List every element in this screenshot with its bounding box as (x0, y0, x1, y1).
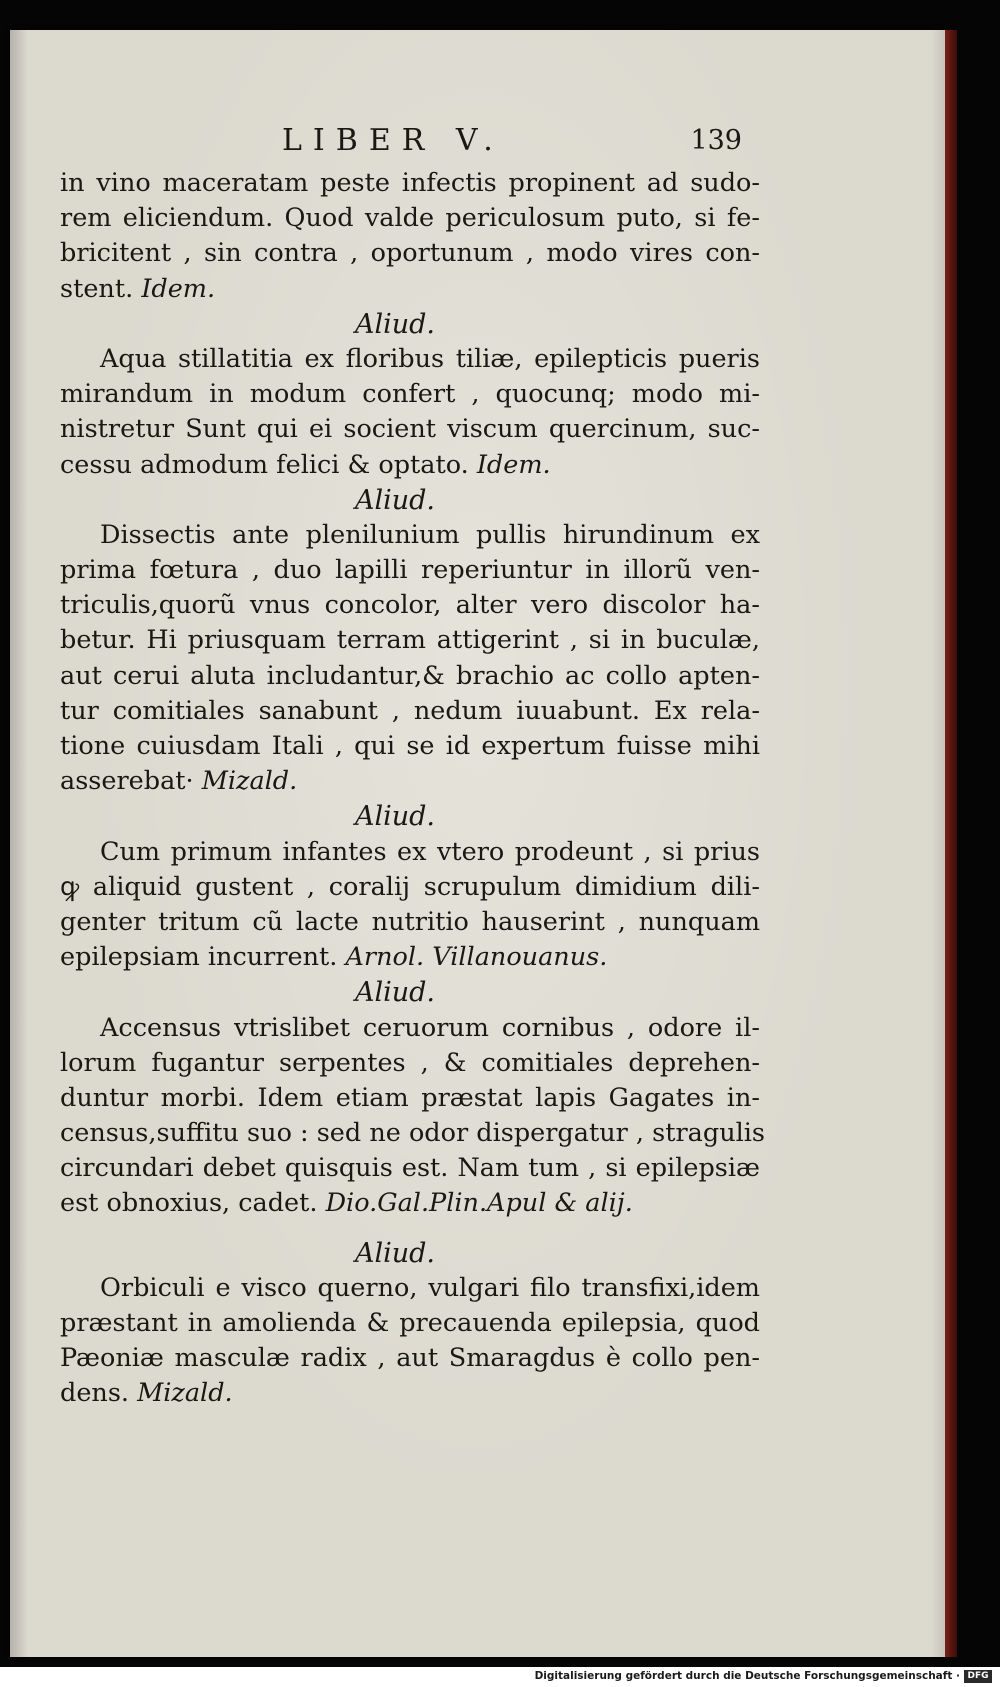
source-citation: Mizald. (201, 766, 298, 797)
text-line-last (60, 940, 760, 975)
text-line: tione cuiusdam Itali , qui se id expertum fuisse mihi (60, 731, 760, 761)
text-line: cessu admodum felici & optato. (60, 449, 469, 480)
text-line: asserebat· (60, 766, 194, 797)
text-line: Accensus vtrislibet ceruorum cornibus , odore il- (100, 1012, 760, 1043)
text-line: præstant in amolienda & precauenda epilepsia, quod (60, 1308, 760, 1338)
section-heading: Aliud. (354, 977, 436, 1009)
text-line: ꝙ aliquid gustent , coralij scrupulum dimidium dili- (60, 871, 760, 902)
text-line: est obnoxius, cadet. (60, 1188, 318, 1219)
text-line: stent. (60, 273, 134, 304)
section-heading: Aliud. (354, 484, 436, 516)
source-citation: Idem. (476, 449, 551, 480)
text-line: tur comitiales sanabunt , nedum iuuabunt. Ex rela- (60, 695, 760, 726)
source-citation: Arnol. Villanouanus. (345, 942, 608, 973)
text-line: genter tritum cũ lacte nutritio hauserint , nunquam (60, 906, 760, 937)
paragraph (60, 1271, 760, 1412)
section-heading: Aliud. (354, 308, 436, 340)
source-citation: Dio.Gal.Plin.Apul & alij. (325, 1188, 633, 1219)
dfg-logo: DFG (964, 1670, 992, 1683)
text-line: dens. (60, 1378, 130, 1409)
section-heading: Aliud. (354, 1237, 436, 1269)
running-head (282, 123, 742, 163)
digitization-footer (0, 1667, 1000, 1687)
text-line-last (60, 1186, 760, 1221)
paragraph (60, 518, 760, 800)
running-title: LIBER V. (282, 123, 504, 158)
text-line-last (60, 1376, 760, 1411)
text-line: mirandum in modum confert , quocunq; modo mi- (60, 379, 760, 410)
text-line: rem eliciendum. Quod valde periculosum puto, si fe- (60, 203, 760, 234)
text-line: census,suffitu suo : sed ne odor dispergatur , stragulis (60, 1118, 766, 1149)
text-line: circundari debet quisquis est. Nam tum , si epilepsiæ (60, 1153, 760, 1184)
text-line: bricitent , sin contra , oportunum , modo vires con- (60, 238, 760, 269)
section-heading: Aliud. (354, 801, 436, 833)
text-line: Dissectis ante plenilunium pullis hirundinum ex (100, 519, 760, 550)
page-number: 139 (690, 125, 742, 156)
text-line: Cum primum infantes ex vtero prodeunt , si prius (100, 836, 760, 867)
text-line: Pæoniæ masculæ radix , aut Smaragdus è collo pen- (60, 1343, 760, 1374)
text-block (60, 166, 766, 1412)
text-line: aut cerui aluta includantur,& brachio ac collo apten- (60, 660, 760, 691)
text-line-last (60, 272, 760, 307)
paragraph (60, 835, 760, 976)
text-line: epilepsiam incurrent. (60, 942, 338, 973)
text-line: duntur morbi. Idem etiam præstat lapis Gagates in- (60, 1082, 760, 1113)
source-citation: Mizald. (137, 1378, 233, 1409)
text-line: in vino maceratam peste infectis propinent ad sudo- (60, 168, 760, 198)
text-line-last (60, 764, 760, 799)
paragraph (60, 166, 760, 307)
text-line: betur. Hi priusquam terram attigerint , si in buculæ, (60, 625, 760, 656)
text-line: triculis,quorũ vnus concolor, alter vero discolor ha- (60, 590, 760, 621)
text-line: prima fœtura , duo lapilli reperiuntur in illorũ ven- (60, 555, 760, 586)
book-edge (945, 30, 957, 1657)
text-line-last (60, 448, 760, 483)
text-line: Orbiculi e visco querno, vulgari filo transfixi,idem (100, 1272, 760, 1303)
text-line: lorum fugantur serpentes , & comitiales deprehen- (60, 1047, 760, 1078)
source-citation: Idem. (141, 273, 216, 304)
paragraph (60, 1011, 766, 1222)
paragraph (60, 342, 760, 483)
text-line: nistretur Sunt qui ei socient viscum quercinum, suc- (60, 414, 760, 445)
footer-credit: Digitalisierung gefördert durch die Deutsche Forschungsgemeinschaft · (534, 1670, 960, 1682)
text-line: Aqua stillatitia ex floribus tiliæ, epilepticis pueris (100, 343, 760, 374)
